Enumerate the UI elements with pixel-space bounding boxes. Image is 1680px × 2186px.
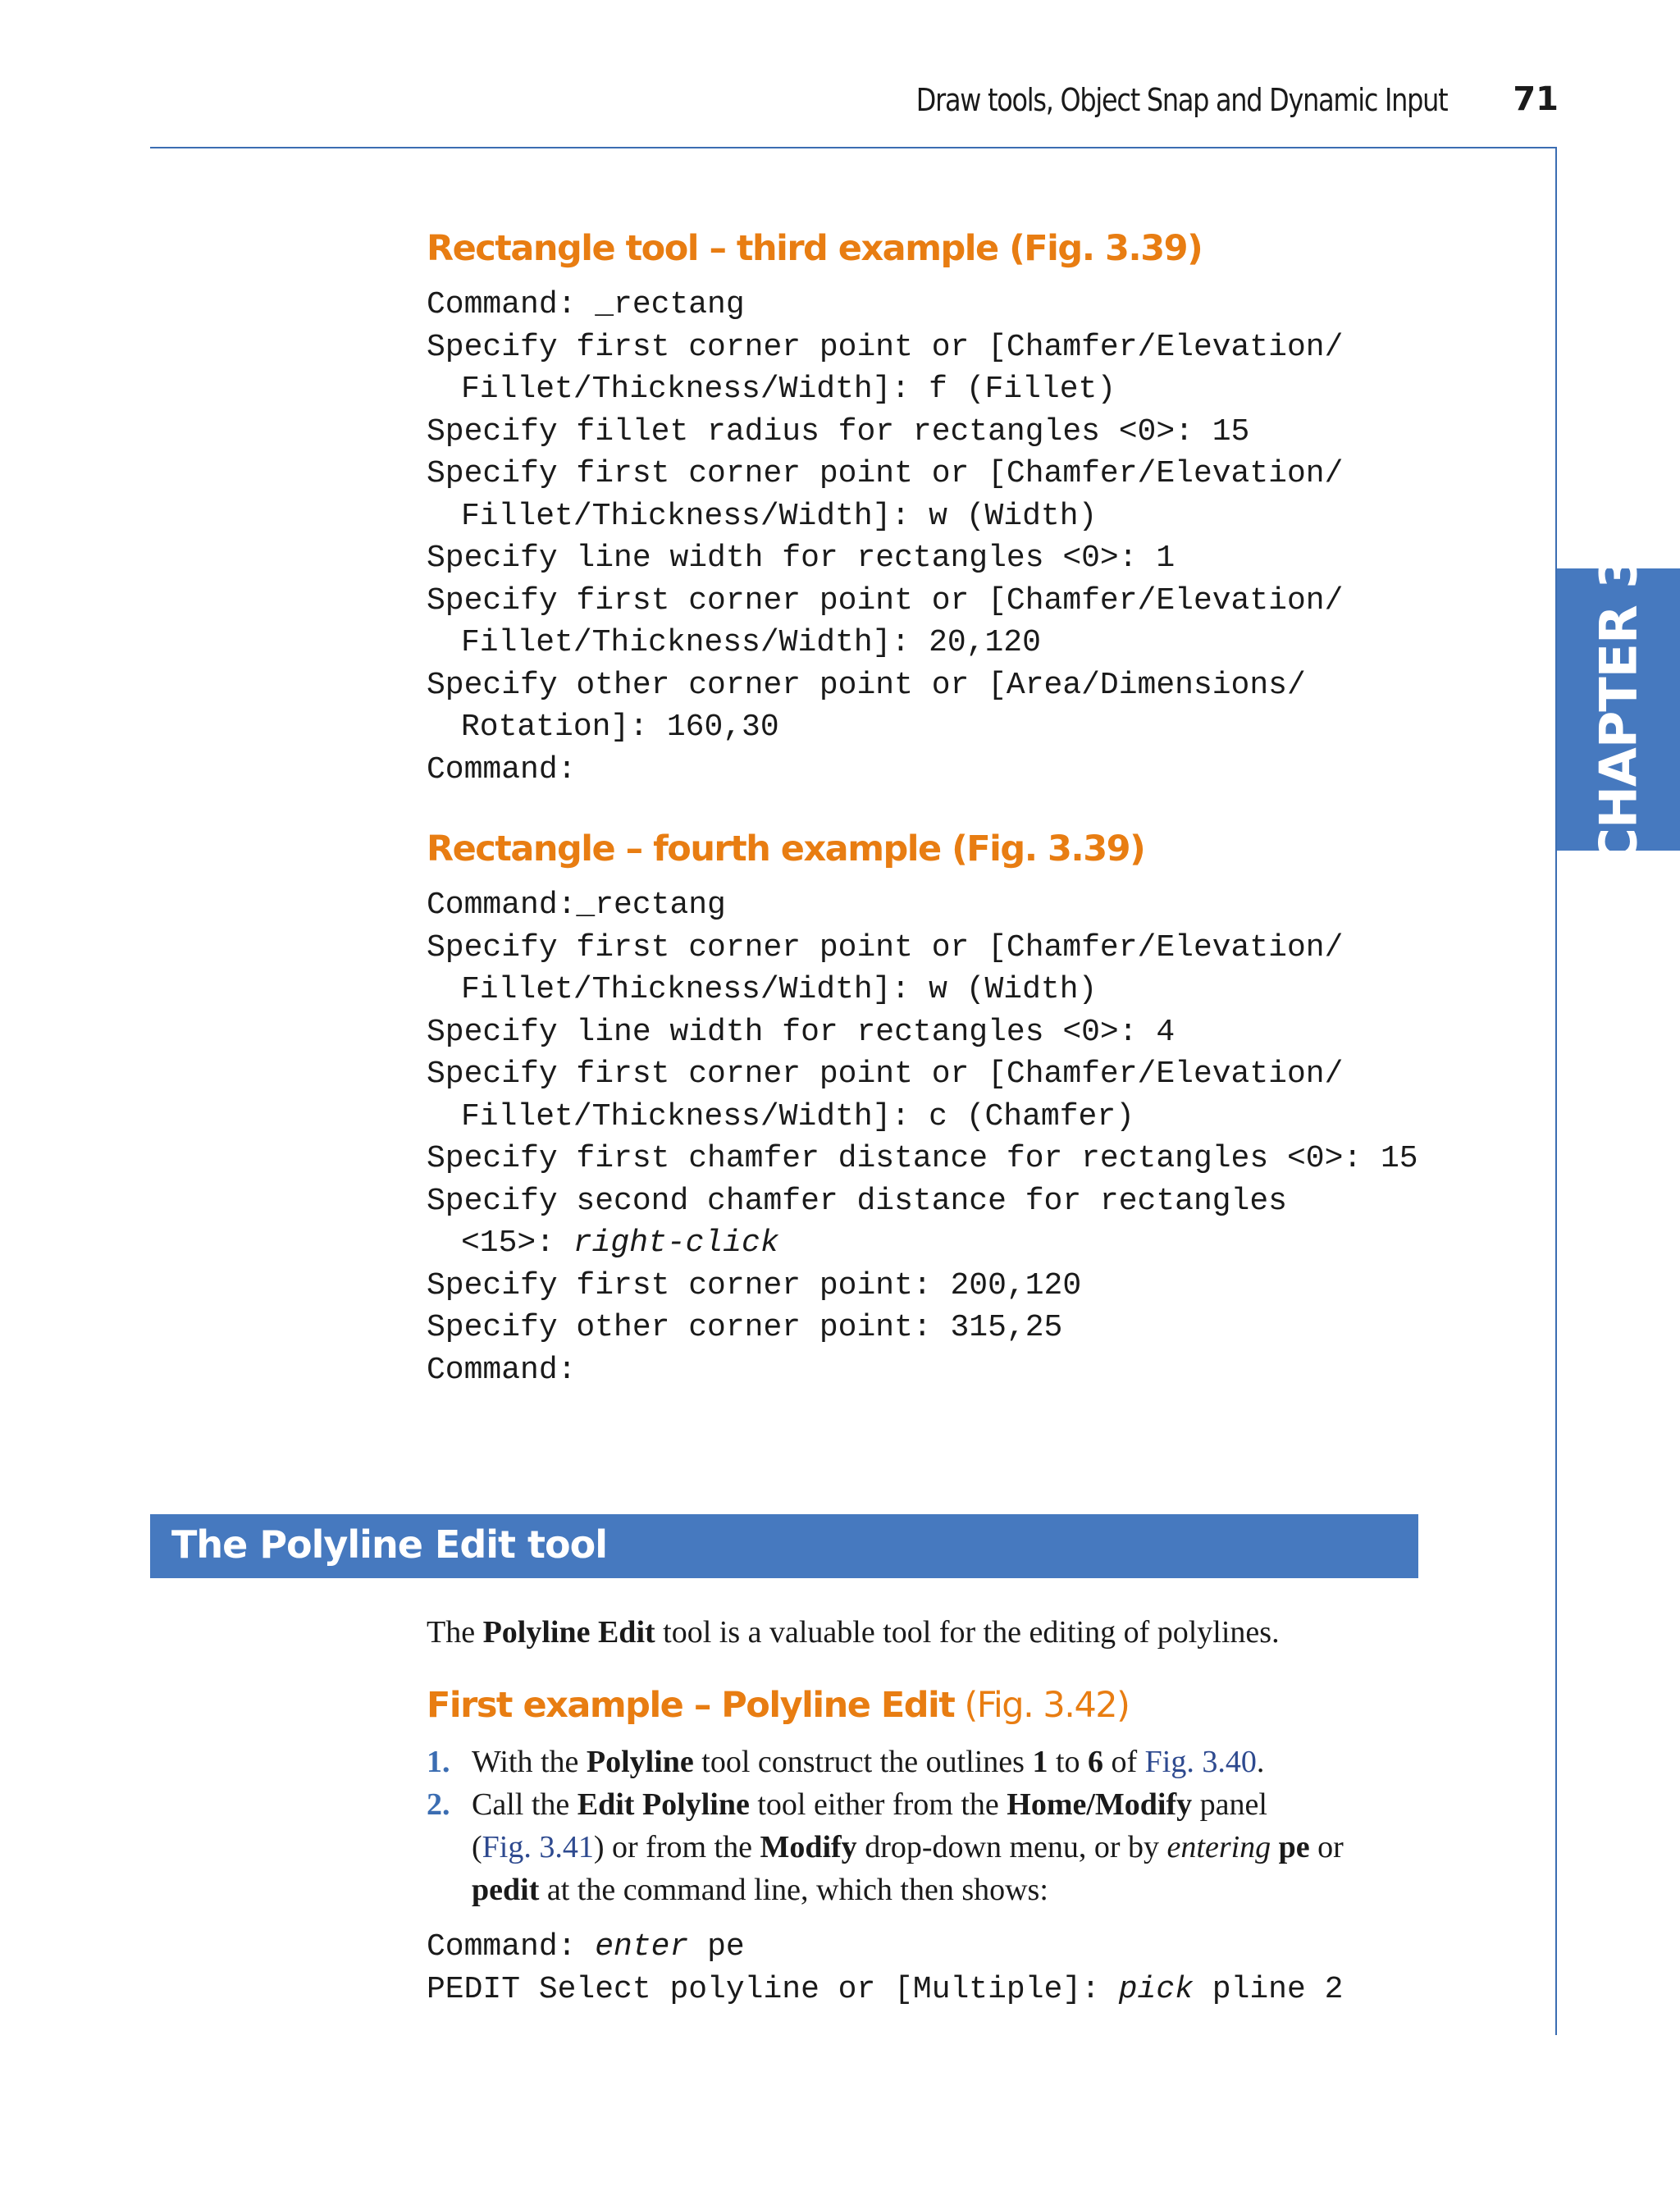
section2-code (427, 884, 1526, 1391)
running-title: Draw tools, Object Snap and Dynamic Input (915, 82, 1448, 118)
header-rule (150, 147, 1557, 148)
pedit-code (427, 1926, 1526, 2010)
code-line: Specify first corner point or [Chamfer/Elevation/ (427, 582, 1344, 618)
chapter-tab (1557, 554, 1680, 865)
intro-paragraph: The Polyline Edit tool is a valuable tool for the editing of polylines. (427, 1615, 1280, 1650)
section-bar-title: The Polyline Edit tool (171, 1522, 607, 1567)
margin-rule (1555, 147, 1557, 2035)
code-line: Specify line width for rectangles <0>: 4 (427, 1014, 1176, 1050)
chapter-tab-label: CHAPTER 3 (1588, 554, 1649, 865)
example-heading: First example – Polyline Edit (Fig. 3.42) (427, 1685, 1130, 1726)
code-line: Specify fillet radius for rectangles <0>: 15 (427, 413, 1250, 450)
section-bar (150, 1514, 1418, 1578)
fig-link[interactable]: Fig. 3.40 (1144, 1745, 1257, 1779)
code-line: Fillet/Thickness/Width]: w (Width) (461, 498, 1098, 534)
code-line: Command: _rectang (427, 287, 745, 322)
code-line: Command: (427, 1352, 577, 1388)
code-line: Fillet/Thickness/Width]: c (Chamfer) (461, 1098, 1134, 1134)
code-line: PEDIT Select polyline or [Multiple]: pick pline 2 (427, 1971, 1344, 2007)
code-line: Command: (427, 751, 577, 787)
code-line: Specify other corner point or [Area/Dimensions/ (427, 667, 1306, 703)
code-line: Specify first chamfer distance for rectangles <0>: 15 (427, 1141, 1418, 1176)
code-line: Specify other corner point: 315,25 (427, 1310, 1063, 1345)
section2-heading: Rectangle – fourth example (Fig. 3.39) (427, 828, 1145, 869)
code-line: Command: enter pe (427, 1929, 745, 1965)
code-line: Specify first corner point: 200,120 (427, 1267, 1082, 1303)
section1-heading: Rectangle tool – third example (Fig. 3.39) (427, 228, 1203, 269)
code-line: Fillet/Thickness/Width]: 20,120 (461, 625, 1041, 660)
code-line: Specify line width for rectangles <0>: 1 (427, 541, 1176, 576)
code-line: <15>: right-click (461, 1225, 779, 1261)
code-line: Specify first corner point or [Chamfer/Elevation/ (427, 329, 1344, 365)
step-number: 2. (427, 1787, 450, 1822)
code-line: Specify first corner point or [Chamfer/Elevation/ (427, 1056, 1344, 1092)
code-line: Rotation]: 160,30 (461, 710, 779, 745)
page-number: 71 (1513, 80, 1559, 118)
code-line: Fillet/Thickness/Width]: w (Width) (461, 972, 1098, 1007)
fig-link[interactable]: Fig. 3.41 (482, 1830, 594, 1864)
lower-content (427, 1611, 1526, 2010)
step-number: 1. (427, 1745, 450, 1779)
steps-list (427, 1741, 1526, 1911)
code-line: Fillet/Thickness/Width]: f (Fillet) (461, 372, 1116, 407)
code-line: Specify first corner point or [Chamfer/Elevation/ (427, 929, 1344, 965)
upper-content (427, 221, 1526, 1391)
code-line: Specify first corner point or [Chamfer/Elevation/ (427, 456, 1344, 491)
step-item: 1. With the Polyline tool construct the outlines 1 to 6 of Fig. 3.40. (427, 1741, 1526, 1783)
step-item: 2. Call the Edit Polyline tool either from the Home/Modify panel (Fig. 3.41) or from the Modify drop-down menu, or by entering pe or pedit at the command line, which then shows: (427, 1783, 1526, 1911)
code-line: Specify second chamfer distance for rectangles (427, 1183, 1287, 1219)
code-line: Command:_rectang (427, 888, 726, 923)
section1-code (427, 284, 1526, 791)
